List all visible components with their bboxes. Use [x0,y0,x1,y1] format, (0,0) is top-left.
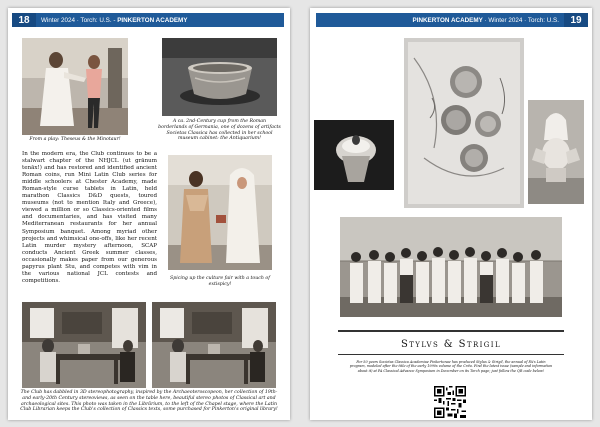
culture-fair-photo [168,155,272,270]
group-photo [340,217,562,317]
header-text [316,17,564,24]
masthead-title: Stylvs & Strigil [400,339,502,350]
article-paragraph: In the modern era, the Club continues to be a stalwart chapter of the NHJCL (ut grānum tenāx!) and has restored and identified ancient Roman coins, run Mini Latin Club series for middle schoolers at Chester Academy, made Roman-style curse tablets in Latin, held marathon Classics D&D quests, toured museums (not to mention Italy and Greece), viewed a million or so Classics-oriented films and documentaries, and has visited many Mediterranean restaurants for her annual Symposium banquet. Among myriad other projects and whimsical one-offs, like her recent Latin murder mystery afternoon, SCAP conducts Ancient Greek summer classes, occasionally makes paper from our generous papyrus plant Stu, and competes with vim in the various national JCL contests and competitions. [22,151,157,284]
masthead-rule-bottom [338,354,564,355]
roman-cup-caption: A ca. 2nd-Century cup from the Roman borderlands of Germania, one of dozens of artifacts Societas Classica has collected in her school museum cabinet: the Antiquarium! [158,119,281,142]
sculpture-photo [528,100,584,204]
left-page-header [12,13,284,27]
lamp-photo [314,120,394,190]
header-publication: PINKERTON ACADEMY [117,16,188,24]
header-issue: · Winter 2024 · Torch: U.S. [484,16,559,24]
stereo-caption: The Club has dabbled in 3D stereophotography, inspired by the Archaeoteroscopeon, her collection of 19th- and early-20th Century stereoviews, as seen on the table here, beautiful stereo photos of Classical art and archaeological sites. This photo was taken in the Librārium, to the left of the Chapel stage, where the Latin Club Librarian keeps the Club's collection of Classics texts, some purchased for Pinkerton's original library! [20,390,278,413]
roman-cup-photo [162,38,277,116]
page-number: 19 [564,13,588,27]
header-publication: PINKERTON ACADEMY [412,16,483,24]
right-page-header [316,13,588,27]
page-number: 18 [12,13,36,27]
stereo-photo [22,302,276,388]
right-page [310,8,592,420]
pomegranate-drawing [404,38,524,208]
masthead-rule-top [338,330,564,332]
header-issue: Winter 2024 · Torch: U.S. [41,16,112,24]
theseus-caption: From a play: Theseus & the Minotaur! [29,137,121,142]
theseus-photo [22,38,128,135]
header-text: Winter 2024 · Torch: U.S. - PINKERTON ACADEMY [41,16,188,24]
left-page [8,8,290,420]
masthead-blurb: For 50 years Societas Classica Academiae Pinkertonae has produced Stylus & Strigil, the annual of PA's Latin program, modeled after the title of the early 1990s volume of the Crito. Find the latest issue (sample and information about it) at PA Classical Advance Symposium in December on its Torch page; just follow the QR code below! [349,360,553,373]
article-body [22,151,157,285]
qr-code-icon[interactable] [434,386,466,418]
culture-fair-caption: Spicing up the culture fair with a touch of extispicy! [170,276,270,287]
